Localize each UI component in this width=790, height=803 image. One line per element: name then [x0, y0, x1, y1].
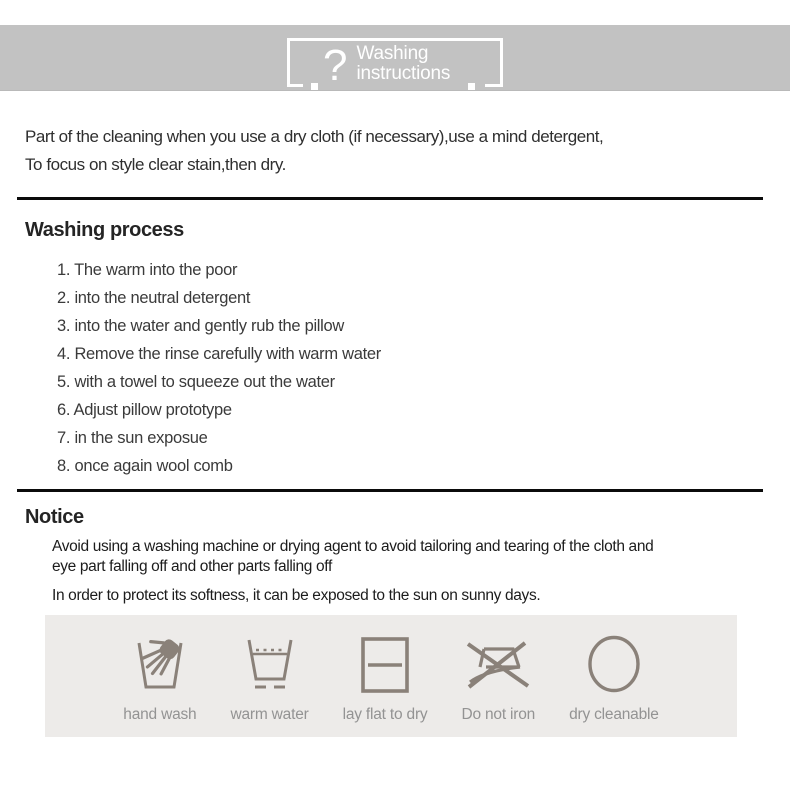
- care-item-hand-wash: [123, 636, 196, 724]
- care-label: Do not iron: [461, 706, 536, 723]
- dry-cleanable-icon: [586, 636, 642, 693]
- banner-title-line2: instructions: [356, 63, 451, 84]
- list-item: 7. in the sun exposue: [57, 429, 208, 447]
- care-item-dry-cleanable: [569, 636, 659, 724]
- washing-instructions-badge: [287, 38, 503, 90]
- intro-line2: To focus on style clear stain,then dry.: [25, 155, 286, 174]
- hand-wash-icon: [130, 636, 190, 693]
- intro-line1: Part of the cleaning when you use a dry cloth (if necessary),use a mind detergent,: [25, 127, 604, 146]
- banner-title: [356, 44, 450, 84]
- notice-heading: Notice: [25, 506, 84, 528]
- notice-paragraph-2: In order to protect its softness, it can be exposed to the sun on sunny days.: [52, 587, 541, 604]
- care-label: lay flat to dry: [342, 706, 428, 723]
- divider-top: [17, 197, 763, 200]
- badge-square-right: [468, 83, 475, 90]
- do-not-iron-icon: [462, 636, 534, 693]
- care-symbols-panel: [45, 615, 737, 737]
- badge-border-segment-right: [485, 84, 503, 87]
- care-item-lay-flat: [343, 636, 428, 724]
- care-item-do-not-iron: [461, 636, 535, 724]
- notice-paragraph-1-line1: Avoid using a washing machine or drying agent to avoid tailoring and tearing of the cloth and: [52, 538, 654, 555]
- list-item: 3. into the water and gently rub the pillow: [57, 317, 345, 335]
- washing-process-heading: Washing process: [25, 219, 184, 241]
- lay-flat-to-dry-icon: [359, 636, 411, 693]
- list-item: 2. into the neutral detergent: [57, 289, 251, 307]
- badge-border-segment-left: [287, 84, 303, 87]
- notice-paragraph-1-line2: eye part falling off and other parts falling off: [52, 558, 332, 575]
- list-item: 1. The warm into the poor: [57, 261, 238, 279]
- badge-square-left: [311, 83, 318, 90]
- header-banner: [0, 25, 790, 91]
- list-item: 5. with a towel to squeeze out the water: [57, 373, 335, 391]
- question-mark-icon: ?: [323, 41, 348, 90]
- intro-paragraph: [25, 123, 765, 179]
- care-label: hand wash: [123, 706, 197, 723]
- banner-title-line1: Washing: [356, 43, 429, 64]
- care-label: dry cleanable: [569, 706, 659, 723]
- list-item: 8. once again wool comb: [57, 457, 233, 475]
- warm-water-icon: [240, 636, 300, 693]
- notice-paragraph-1: [52, 537, 750, 577]
- list-item: 6. Adjust pillow prototype: [57, 401, 232, 419]
- care-item-warm-water: [230, 636, 308, 724]
- washing-instructions-page: [0, 25, 790, 803]
- washing-process-list: [57, 256, 765, 480]
- care-label: warm water: [230, 706, 309, 723]
- divider-bottom: [17, 489, 763, 492]
- list-item: 4. Remove the rinse carefully with warm water: [57, 345, 381, 363]
